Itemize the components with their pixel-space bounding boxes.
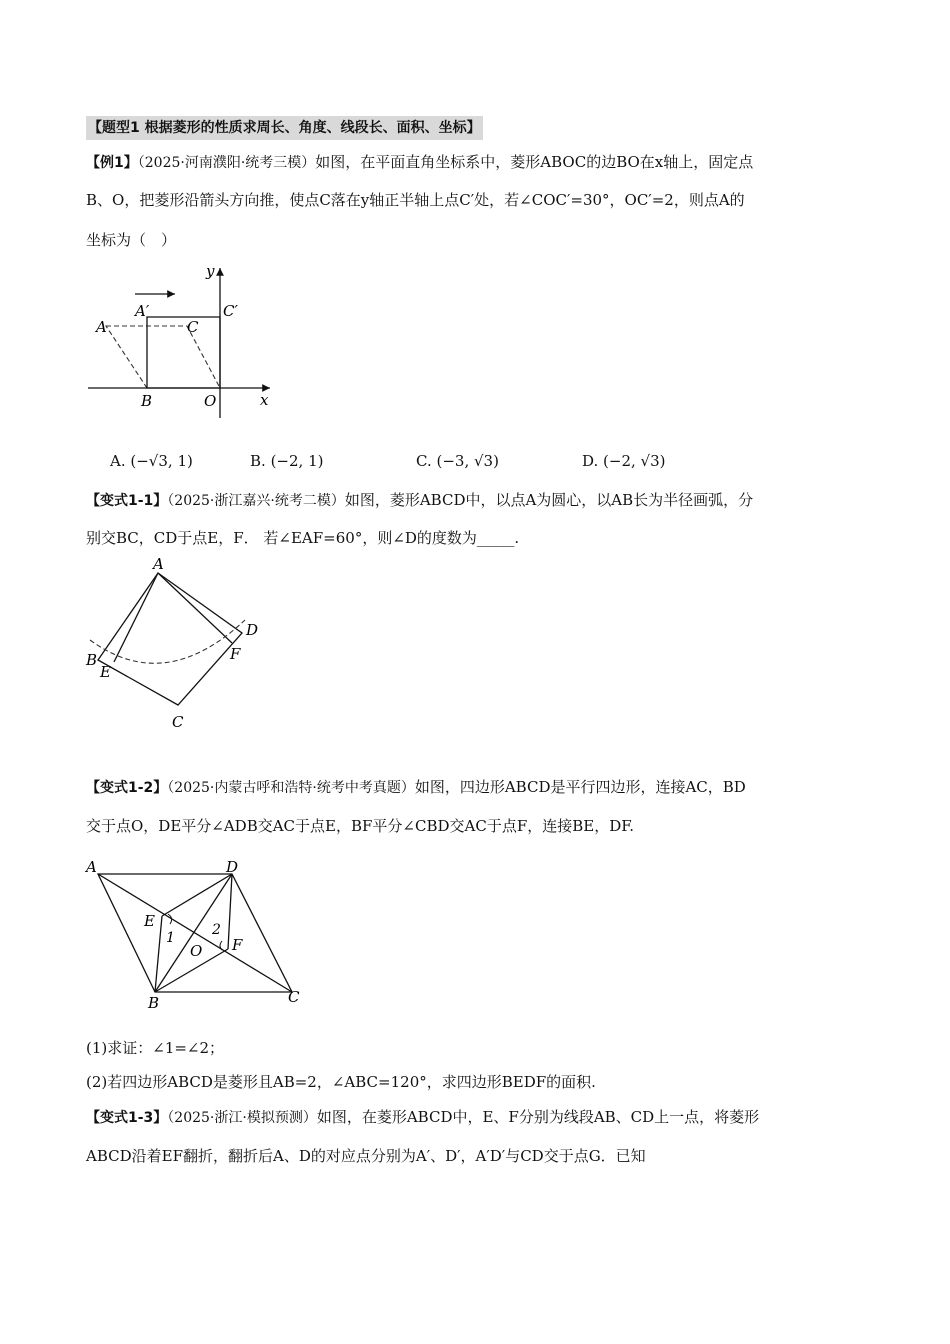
variant12-tag: 【变式1-2】 bbox=[86, 780, 168, 796]
variant13-tag: 【变式1-3】 bbox=[86, 1110, 168, 1126]
label-A-prime: A′ bbox=[135, 302, 150, 320]
label-C-prime: C′ bbox=[223, 302, 238, 320]
segment-be bbox=[155, 916, 162, 992]
label-F: F bbox=[230, 645, 241, 663]
rhombus-original bbox=[106, 326, 220, 388]
label-C: C bbox=[172, 713, 184, 731]
example1-text1: 如图，在平面直角坐标系中，菱形ABOC的边BO在x轴上，固定点 bbox=[315, 153, 754, 171]
rhombus-pushed bbox=[147, 317, 220, 388]
label-F: F bbox=[232, 936, 243, 954]
label-D: D bbox=[226, 858, 239, 876]
variant12-source: （2025·内蒙古呼和浩特·统考中考真题） bbox=[167, 780, 415, 796]
variant13-source: （2025·浙江·模拟预测） bbox=[167, 1110, 317, 1126]
example1-figure bbox=[80, 258, 280, 418]
arc-ef bbox=[90, 620, 245, 663]
option-d[interactable] bbox=[582, 452, 666, 470]
option-b-value: (−2, 1) bbox=[270, 452, 324, 470]
label-A: A bbox=[96, 318, 107, 336]
segment-ae bbox=[114, 573, 158, 662]
label-B: B bbox=[86, 651, 98, 669]
variant12-line2: 交于点O，DE平分∠ADB交AC于点E，BF平分∠CBD交AC于点F，连接BE，DF. bbox=[86, 817, 635, 835]
variant11-source: （2025·浙江嘉兴·统考二模） bbox=[167, 493, 345, 509]
option-a-value: (−√3, 1) bbox=[130, 452, 193, 470]
label-E: E bbox=[144, 912, 155, 930]
variant12-question2: (2)若四边形ABCD是菱形且AB=2，∠ABC=120°，求四边形BEDF的面积. bbox=[86, 1073, 596, 1091]
variant12-figure bbox=[80, 852, 320, 1012]
example1-options bbox=[110, 452, 870, 476]
example1-line1 bbox=[86, 150, 870, 175]
variant11-line1 bbox=[86, 488, 870, 513]
label-2: 2 bbox=[212, 922, 221, 938]
variant13-line1 bbox=[86, 1105, 870, 1130]
rhombus-abcd bbox=[98, 573, 242, 705]
label-E: E bbox=[100, 663, 111, 681]
label-O: O bbox=[190, 942, 203, 960]
label-A: A bbox=[153, 555, 164, 573]
variant11-line2: 别交BC，CD于点E，F． 若∠EAF=60°，则∠D的度数为_____. bbox=[86, 529, 520, 547]
label-B: B bbox=[148, 994, 160, 1012]
label-A: A bbox=[86, 858, 97, 876]
example1-tag: 【例1】 bbox=[86, 155, 138, 171]
label-O: O bbox=[204, 392, 217, 410]
option-b[interactable] bbox=[250, 452, 323, 470]
example1-line3: 坐标为（ ） bbox=[86, 231, 177, 249]
section-heading: 【题型1 根据菱形的性质求周长、角度、线段长、面积、坐标】 bbox=[86, 116, 483, 140]
angle-mark-1 bbox=[168, 914, 172, 924]
label-D: D bbox=[246, 621, 259, 639]
variant11-figure bbox=[80, 555, 270, 740]
option-a[interactable] bbox=[110, 452, 193, 470]
option-c[interactable] bbox=[416, 452, 499, 470]
label-C: C bbox=[288, 988, 300, 1006]
variant13-text1: 如图，在菱形ABCD中，E、F分别为线段AB、CD上一点，将菱形 bbox=[316, 1108, 760, 1126]
variant13-line2: ABCD沿着EF翻折，翻折后A、D的对应点分别为A′、D′，A′D′与CD交于点G．已知 bbox=[86, 1147, 646, 1165]
label-C: C bbox=[187, 318, 199, 336]
segment-af bbox=[158, 573, 232, 643]
label-B: B bbox=[141, 392, 153, 410]
option-d-value: (−2, √3) bbox=[603, 452, 666, 470]
variant12-text1: 如图，四边形ABCD是平行四边形，连接AC，BD bbox=[414, 778, 746, 796]
option-d-label: D. bbox=[582, 452, 599, 470]
label-y: y bbox=[206, 262, 215, 280]
variant11-text1: 如图，菱形ABCD中，以点A为圆心，以AB长为半径画弧，分 bbox=[344, 491, 754, 509]
label-x: x bbox=[260, 391, 269, 409]
section-heading-line bbox=[86, 115, 870, 140]
option-c-label: C. bbox=[416, 452, 432, 470]
option-b-label: B. bbox=[250, 452, 266, 470]
label-1: 1 bbox=[166, 930, 175, 946]
option-a-label: A. bbox=[110, 452, 126, 470]
example1-source: （2025·河南濮阳·统考三模） bbox=[137, 155, 316, 171]
variant11-tag: 【变式1-1】 bbox=[86, 493, 168, 509]
segment-de bbox=[162, 874, 232, 916]
variant12-question1: (1)求证：∠1=∠2； bbox=[86, 1039, 225, 1057]
variant12-line1 bbox=[86, 775, 870, 800]
example1-line2: B、O，把菱形沿箭头方向推，使点C落在y轴正半轴上点C′处，若∠COC′=30°，OC′=2，则点A的 bbox=[86, 191, 745, 209]
option-c-value: (−3, √3) bbox=[436, 452, 499, 470]
